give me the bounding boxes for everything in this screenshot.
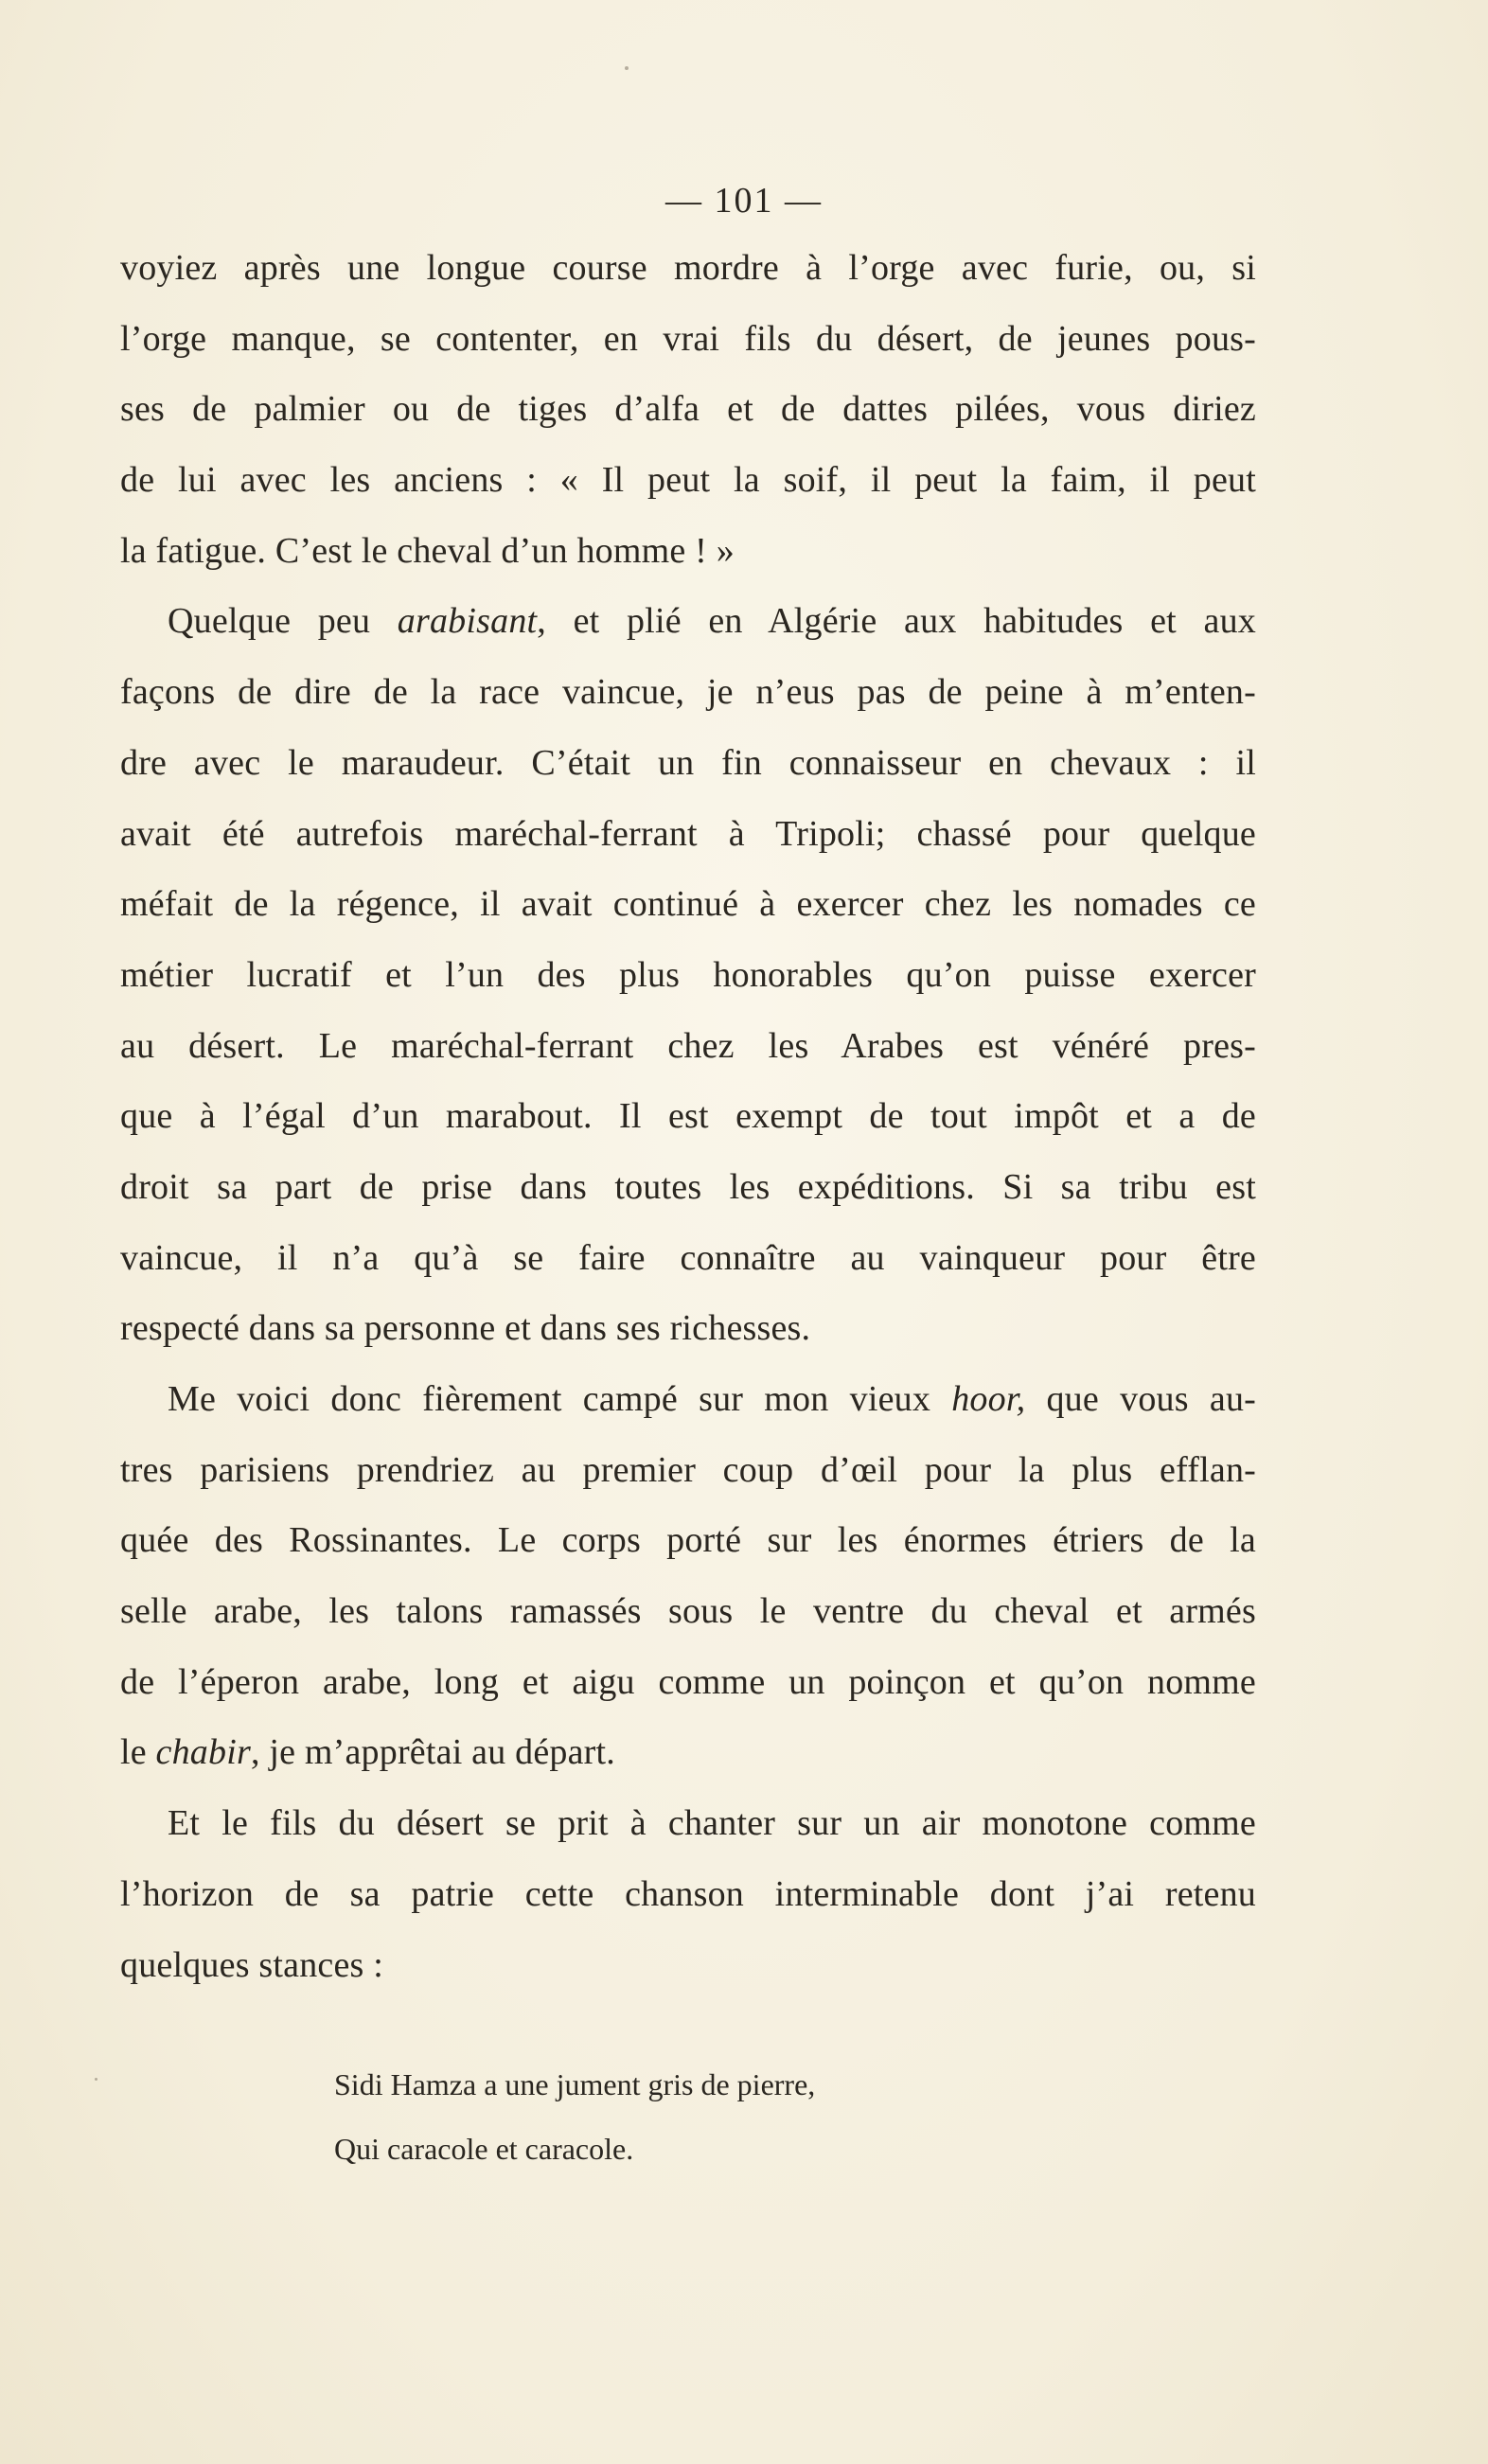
- text-segment: l’orge manque, se contenter, en vrai fils du désert, de jeunes pous-: [120, 318, 1256, 359]
- text-line: [120, 1011, 1256, 1082]
- text-segment: de l’éperon arabe, long et aigu comme un poinçon et qu’on nomme: [120, 1661, 1256, 1702]
- text-line: [120, 516, 1256, 587]
- text-segment: que vous au-: [1025, 1379, 1256, 1419]
- text-line: [120, 304, 1256, 375]
- text-line: [120, 1859, 1256, 1930]
- text-segment: au désert. Le maréchal-ferrant chez les Arabes est vénéré pres-: [120, 1025, 1256, 1066]
- text-segment: droit sa part de prise dans toutes les expéditions. Si sa tribu est: [120, 1166, 1256, 1207]
- text-segment: le: [120, 1732, 156, 1773]
- text-segment: métier lucratif et l’un des plus honorables qu’on puisse exercer: [120, 954, 1256, 995]
- text-segment: quée des Rossinantes. Le corps porté sur les énormes étriers de la: [120, 1520, 1256, 1561]
- verse-line-2: Qui caracole et caracole.: [334, 2132, 634, 2166]
- text-line: [120, 1081, 1256, 1152]
- italic-word: hoor,: [951, 1379, 1026, 1419]
- text-segment: voyiez après une longue course mordre à l’orge avec furie, ou, si: [120, 248, 1256, 288]
- text-line: [120, 1505, 1256, 1576]
- text-line: [120, 1717, 1256, 1788]
- body-text: [120, 233, 1256, 2000]
- text-line: [120, 1930, 1256, 2001]
- text-line: [120, 233, 1256, 304]
- verse-line-1: Sidi Hamza a une jument gris de pierre,: [334, 2067, 816, 2101]
- text-segment: méfait de la régence, il avait continué à exercer chez les nomades ce: [120, 884, 1256, 925]
- text-segment: l’horizon de sa patrie cette chanson interminable dont j’ai retenu: [120, 1873, 1256, 1914]
- text-line: [120, 1293, 1256, 1364]
- italic-word: chabir: [155, 1732, 251, 1773]
- text-segment: la fatigue. C’est le cheval d’un homme ! »: [120, 530, 735, 571]
- text-line: [120, 1647, 1256, 1718]
- text-segment: , et plié en Algérie aux habitudes et aux: [537, 601, 1256, 642]
- text-line: [120, 1576, 1256, 1647]
- text-line: [120, 657, 1256, 728]
- text-segment: tres parisiens prendriez au premier coup d’œil pour la plus efflan-: [120, 1449, 1256, 1490]
- text-segment: de lui avec les anciens : « Il peut la soif, il peut la faim, il peut: [120, 460, 1256, 501]
- paper-speck: [625, 66, 629, 70]
- text-segment: ses de palmier ou de tiges d’alfa et de dattes pilées, vous diriez: [120, 389, 1256, 430]
- text-line: [120, 1152, 1256, 1223]
- text-segment: façons de dire de la race vaincue, je n’eus pas de peine à m’enten-: [120, 672, 1256, 713]
- text-segment: dre avec le maraudeur. C’était un fin connaisseur en chevaux : il: [120, 742, 1256, 783]
- text-segment: que à l’égal d’un marabout. Il est exempt de tout impôt et a de: [120, 1096, 1256, 1137]
- text-line: [120, 940, 1256, 1011]
- text-line: [120, 1364, 1256, 1435]
- text-segment: vaincue, il n’a qu’à se faire connaître au vainqueur pour être: [120, 1237, 1256, 1278]
- italic-word: arabisant: [397, 601, 538, 642]
- text-segment: Me voici donc fièrement campé sur mon vieux: [168, 1379, 952, 1419]
- text-segment: Et le fils du désert se prit à chanter sur un air monotone comme: [168, 1803, 1256, 1844]
- paper-speck: [95, 2078, 97, 2081]
- text-line: [120, 586, 1256, 657]
- text-segment: avait été autrefois maréchal-ferrant à Tripoli; chassé pour quelque: [120, 813, 1256, 854]
- text-line: [120, 1223, 1256, 1294]
- text-line: [120, 445, 1256, 516]
- text-segment: respecté dans sa personne et dans ses richesses.: [120, 1308, 811, 1349]
- text-segment: , je m’apprêtai au départ.: [250, 1732, 615, 1773]
- text-segment: quelques stances :: [120, 1944, 383, 1985]
- text-line: [120, 799, 1256, 870]
- page-number: — 101 —: [665, 181, 823, 221]
- text-line: [120, 1435, 1256, 1506]
- text-line: [120, 374, 1256, 445]
- text-line: [120, 728, 1256, 799]
- text-line: [120, 1788, 1256, 1859]
- text-segment: selle arabe, les talons ramassés sous le ventre du cheval et armés: [120, 1591, 1256, 1632]
- text-segment: Quelque peu: [168, 601, 398, 642]
- text-line: [120, 869, 1256, 940]
